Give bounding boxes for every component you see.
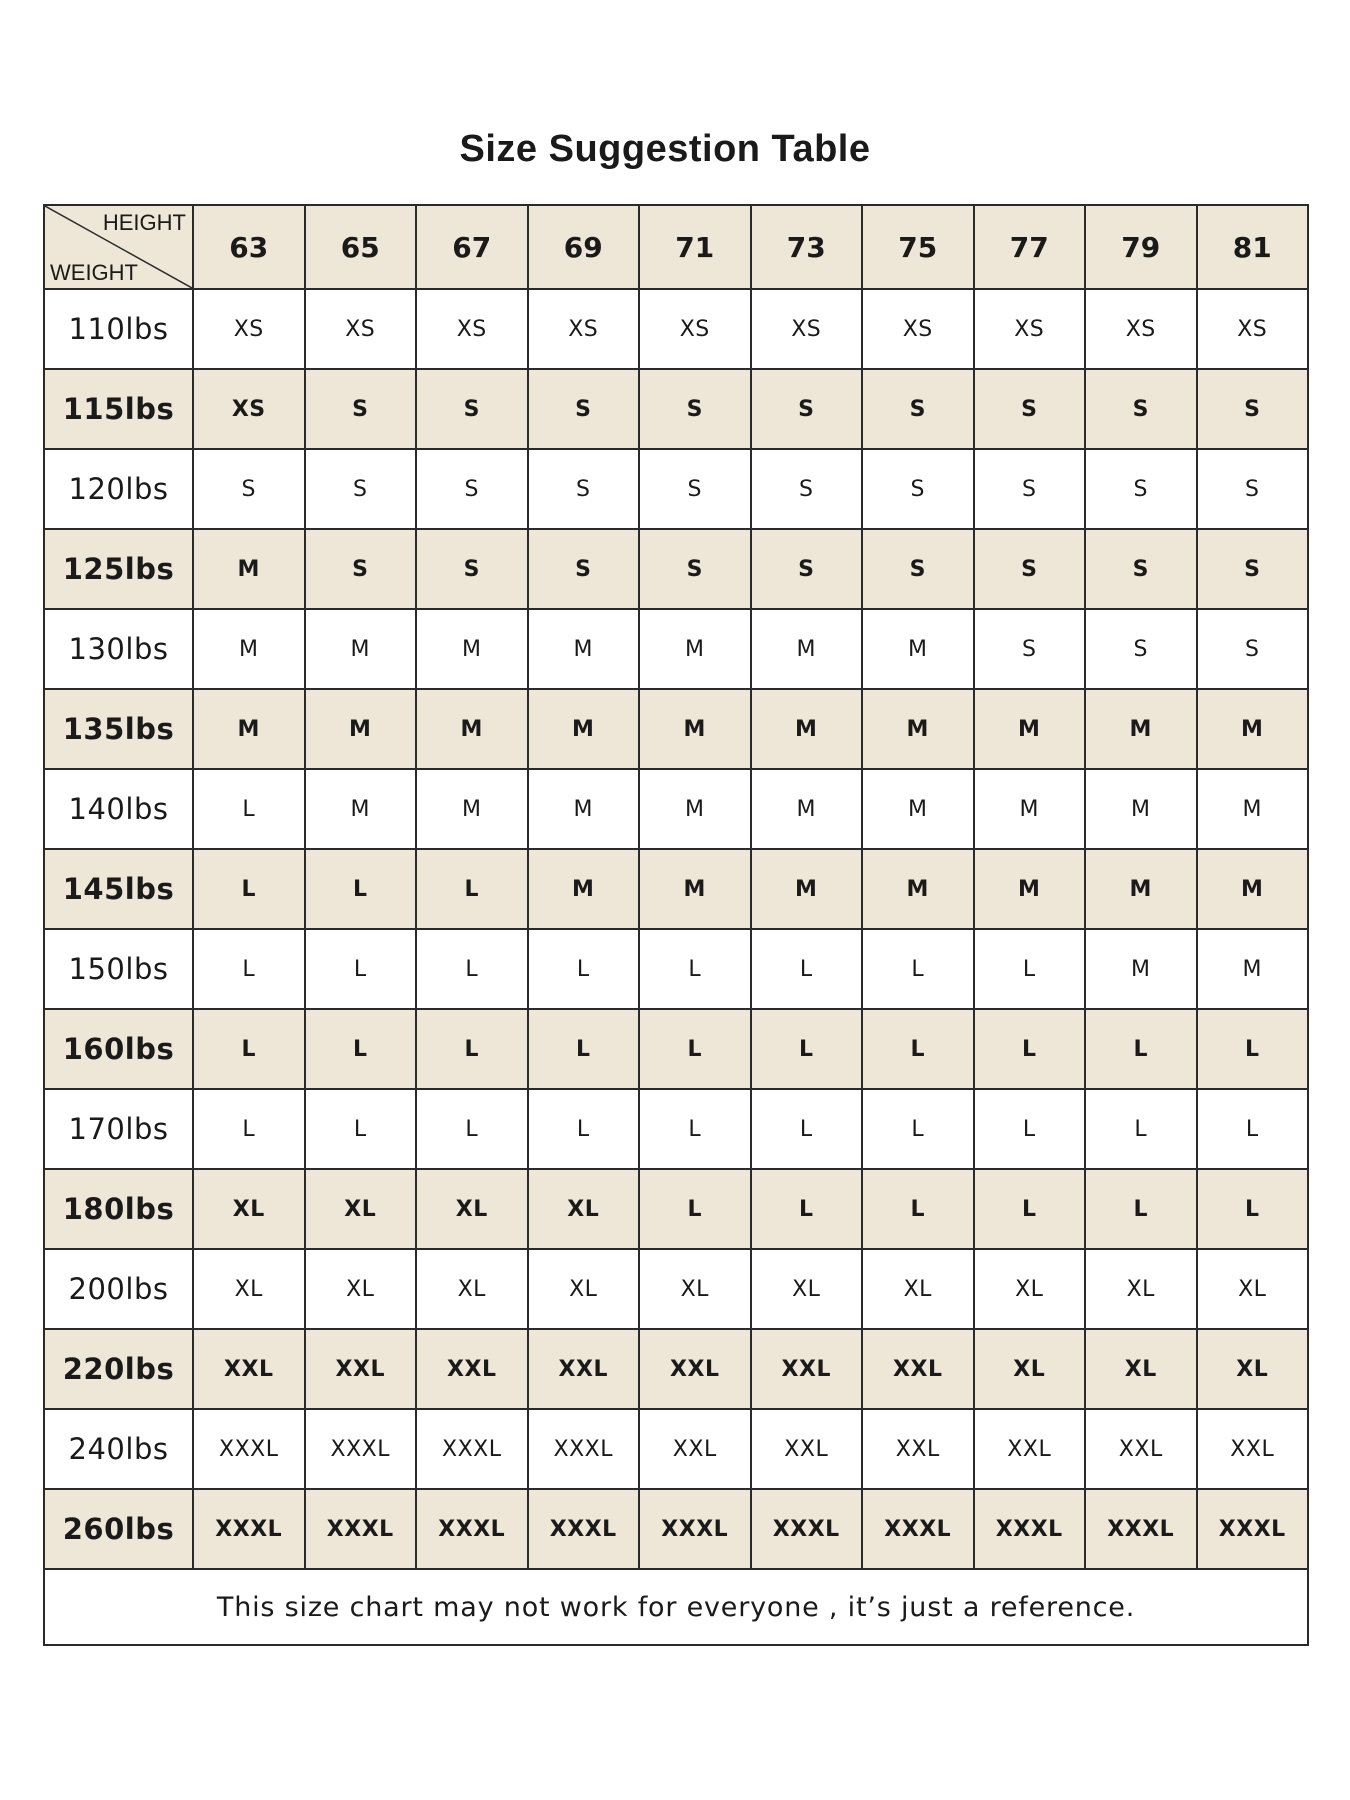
size-cell: S — [416, 369, 528, 449]
size-cell: S — [1197, 449, 1309, 529]
size-cell: S — [862, 369, 974, 449]
size-cell: XS — [639, 289, 751, 369]
size-cell: XS — [416, 289, 528, 369]
size-cell: M — [1085, 769, 1197, 849]
size-cell: L — [416, 929, 528, 1009]
table-row — [44, 769, 1308, 849]
weight-cell: 130lbs — [44, 609, 193, 689]
size-cell: S — [193, 449, 305, 529]
weight-cell: 145lbs — [44, 849, 193, 929]
size-cell: M — [639, 769, 751, 849]
size-cell: M — [1197, 849, 1309, 929]
size-cell: L — [751, 1009, 863, 1089]
size-cell: XL — [305, 1249, 417, 1329]
size-cell: XL — [1197, 1329, 1309, 1409]
size-cell: S — [305, 369, 417, 449]
size-cell: XXXL — [416, 1409, 528, 1489]
size-cell: S — [1085, 609, 1197, 689]
weight-cell: 125lbs — [44, 529, 193, 609]
size-cell: XL — [1085, 1329, 1197, 1409]
size-cell: L — [193, 769, 305, 849]
weight-cell: 160lbs — [44, 1009, 193, 1089]
footer-row — [44, 1569, 1308, 1645]
size-cell: L — [528, 1089, 640, 1169]
size-cell: XXL — [528, 1329, 640, 1409]
size-cell: XS — [193, 289, 305, 369]
size-cell: XXXL — [528, 1489, 640, 1569]
size-cell: L — [1085, 1089, 1197, 1169]
table-row — [44, 1489, 1308, 1569]
size-cell: L — [751, 1089, 863, 1169]
height-header-cell: 69 — [528, 205, 640, 289]
size-cell: M — [1085, 929, 1197, 1009]
table-row — [44, 1249, 1308, 1329]
size-cell: M — [528, 689, 640, 769]
size-cell: XXL — [305, 1329, 417, 1409]
size-cell: L — [1197, 1009, 1309, 1089]
size-cell: L — [416, 1009, 528, 1089]
size-cell: XXXL — [528, 1409, 640, 1489]
size-cell: XXXL — [862, 1489, 974, 1569]
size-cell: L — [528, 1009, 640, 1089]
weight-cell: 115lbs — [44, 369, 193, 449]
size-cell: L — [193, 929, 305, 1009]
size-cell: XXL — [751, 1329, 863, 1409]
size-cell: L — [1197, 1089, 1309, 1169]
weight-cell: 200lbs — [44, 1249, 193, 1329]
height-header-cell: 71 — [639, 205, 751, 289]
header-row — [44, 205, 1308, 289]
weight-cell: 135lbs — [44, 689, 193, 769]
size-cell: XXL — [639, 1329, 751, 1409]
size-cell: M — [862, 609, 974, 689]
size-cell: M — [528, 849, 640, 929]
weight-cell: 110lbs — [44, 289, 193, 369]
height-header-cell: 77 — [974, 205, 1086, 289]
size-cell: XXL — [193, 1329, 305, 1409]
size-cell: XXL — [862, 1329, 974, 1409]
size-cell: L — [974, 1009, 1086, 1089]
size-cell: L — [1197, 1169, 1309, 1249]
size-cell: M — [305, 609, 417, 689]
size-cell: M — [416, 769, 528, 849]
size-cell: M — [639, 609, 751, 689]
size-table — [43, 204, 1309, 1646]
weight-cell: 170lbs — [44, 1089, 193, 1169]
weight-cell: 150lbs — [44, 929, 193, 1009]
size-cell: M — [305, 689, 417, 769]
table-row — [44, 1409, 1308, 1489]
weight-cell: 240lbs — [44, 1409, 193, 1489]
size-cell: XS — [193, 369, 305, 449]
size-cell: S — [305, 529, 417, 609]
size-cell: M — [528, 609, 640, 689]
size-cell: M — [1085, 849, 1197, 929]
size-cell: L — [193, 1089, 305, 1169]
size-cell: M — [528, 769, 640, 849]
size-cell: L — [416, 849, 528, 929]
height-label: HEIGHT — [102, 210, 186, 235]
weight-cell: 120lbs — [44, 449, 193, 529]
size-cell: L — [974, 929, 1086, 1009]
size-cell: XS — [1085, 289, 1197, 369]
weight-cell: 180lbs — [44, 1169, 193, 1249]
size-cell: XL — [416, 1249, 528, 1329]
size-cell: M — [751, 769, 863, 849]
size-cell: S — [416, 529, 528, 609]
size-cell: XL — [193, 1249, 305, 1329]
size-cell: XL — [1085, 1249, 1197, 1329]
size-cell: XS — [974, 289, 1086, 369]
size-cell: S — [974, 529, 1086, 609]
size-cell: XL — [974, 1329, 1086, 1409]
size-cell: XXXL — [639, 1489, 751, 1569]
size-cell: M — [193, 529, 305, 609]
weight-cell: 260lbs — [44, 1489, 193, 1569]
size-cell: M — [1085, 689, 1197, 769]
size-cell: L — [193, 849, 305, 929]
size-cell: XXL — [416, 1329, 528, 1409]
size-cell: XL — [639, 1249, 751, 1329]
size-cell: L — [639, 929, 751, 1009]
size-cell: S — [862, 449, 974, 529]
table-row — [44, 369, 1308, 449]
size-cell: XXXL — [751, 1489, 863, 1569]
size-cell: S — [974, 369, 1086, 449]
weight-label: WEIGHT — [50, 260, 138, 285]
size-cell: L — [862, 1009, 974, 1089]
size-cell: XL — [416, 1169, 528, 1249]
table-row — [44, 1009, 1308, 1089]
size-cell: XL — [193, 1169, 305, 1249]
size-cell: XL — [528, 1249, 640, 1329]
weight-cell: 140lbs — [44, 769, 193, 849]
table-row — [44, 1329, 1308, 1409]
size-cell: XXXL — [193, 1489, 305, 1569]
size-cell: L — [639, 1089, 751, 1169]
size-cell: L — [528, 929, 640, 1009]
size-cell: S — [528, 529, 640, 609]
size-cell: XXXL — [1197, 1489, 1309, 1569]
footer-note: This size chart may not work for everyone , it’s just a reference. — [44, 1569, 1308, 1645]
table-row — [44, 849, 1308, 929]
size-cell: S — [974, 449, 1086, 529]
size-cell: S — [1085, 529, 1197, 609]
table-row — [44, 449, 1308, 529]
size-cell: L — [862, 929, 974, 1009]
size-cell: M — [1197, 929, 1309, 1009]
size-cell: XXL — [862, 1409, 974, 1489]
size-cell: L — [305, 1009, 417, 1089]
size-cell: L — [751, 1169, 863, 1249]
size-cell: S — [1197, 609, 1309, 689]
size-cell: XS — [862, 289, 974, 369]
size-cell: S — [639, 369, 751, 449]
table-row — [44, 529, 1308, 609]
size-cell: L — [751, 929, 863, 1009]
table-row — [44, 689, 1308, 769]
size-cell: S — [974, 609, 1086, 689]
size-cell: XXXL — [193, 1409, 305, 1489]
size-cell: M — [416, 609, 528, 689]
size-cell: XXL — [639, 1409, 751, 1489]
size-cell: XXL — [751, 1409, 863, 1489]
size-cell: XL — [974, 1249, 1086, 1329]
size-cell: XXXL — [974, 1489, 1086, 1569]
size-cell: XXXL — [416, 1489, 528, 1569]
size-cell: L — [1085, 1009, 1197, 1089]
height-header-cell: 63 — [193, 205, 305, 289]
size-cell: S — [639, 529, 751, 609]
table-row — [44, 1169, 1308, 1249]
page-title: Size Suggestion Table — [459, 128, 871, 170]
size-cell: L — [974, 1089, 1086, 1169]
size-cell: XXL — [1197, 1409, 1309, 1489]
size-cell: M — [751, 849, 863, 929]
size-cell: L — [862, 1089, 974, 1169]
size-cell: XL — [862, 1249, 974, 1329]
size-cell: XXL — [1085, 1409, 1197, 1489]
size-cell: S — [528, 449, 640, 529]
size-cell: XXXL — [305, 1489, 417, 1569]
size-cell: S — [862, 529, 974, 609]
table-row — [44, 1089, 1308, 1169]
size-cell: XS — [528, 289, 640, 369]
size-cell: M — [1197, 689, 1309, 769]
size-cell: XS — [1197, 289, 1309, 369]
table-row — [44, 289, 1308, 369]
size-cell: L — [416, 1089, 528, 1169]
size-cell: M — [1197, 769, 1309, 849]
size-cell: S — [305, 449, 417, 529]
size-cell: M — [974, 769, 1086, 849]
size-cell: L — [639, 1169, 751, 1249]
corner-header-cell — [44, 205, 193, 289]
size-cell: L — [305, 929, 417, 1009]
size-cell: XXXL — [305, 1409, 417, 1489]
size-cell: M — [862, 769, 974, 849]
size-cell: S — [1085, 369, 1197, 449]
size-cell: M — [751, 609, 863, 689]
size-cell: L — [193, 1009, 305, 1089]
size-cell: M — [751, 689, 863, 769]
size-cell: M — [639, 849, 751, 929]
height-header-cell: 75 — [862, 205, 974, 289]
size-cell: M — [862, 849, 974, 929]
size-cell: M — [862, 689, 974, 769]
size-cell: M — [305, 769, 417, 849]
height-header-cell: 73 — [751, 205, 863, 289]
size-cell: L — [974, 1169, 1086, 1249]
size-cell: M — [193, 689, 305, 769]
height-header-cell: 79 — [1085, 205, 1197, 289]
height-header-cell: 67 — [416, 205, 528, 289]
size-cell: L — [639, 1009, 751, 1089]
size-cell: M — [639, 689, 751, 769]
size-cell: S — [1197, 529, 1309, 609]
size-cell: M — [193, 609, 305, 689]
size-cell: S — [528, 369, 640, 449]
size-cell: XXL — [974, 1409, 1086, 1489]
size-cell: XL — [1197, 1249, 1309, 1329]
size-cell: M — [974, 689, 1086, 769]
height-header-cell: 65 — [305, 205, 417, 289]
size-cell: L — [1085, 1169, 1197, 1249]
weight-cell: 220lbs — [44, 1329, 193, 1409]
size-cell: L — [305, 849, 417, 929]
size-cell: M — [416, 689, 528, 769]
size-cell: L — [862, 1169, 974, 1249]
size-cell: XXXL — [1085, 1489, 1197, 1569]
size-cell: XL — [305, 1169, 417, 1249]
size-cell: XS — [305, 289, 417, 369]
height-header-cell: 81 — [1197, 205, 1309, 289]
size-cell: XL — [751, 1249, 863, 1329]
size-cell: S — [751, 369, 863, 449]
size-cell: S — [416, 449, 528, 529]
table-row — [44, 929, 1308, 1009]
size-cell: S — [751, 449, 863, 529]
size-cell: S — [639, 449, 751, 529]
table-row — [44, 609, 1308, 689]
size-cell: S — [751, 529, 863, 609]
size-cell: XS — [751, 289, 863, 369]
size-cell: S — [1197, 369, 1309, 449]
size-cell: L — [305, 1089, 417, 1169]
size-cell: XL — [528, 1169, 640, 1249]
size-cell: M — [974, 849, 1086, 929]
size-cell: S — [1085, 449, 1197, 529]
